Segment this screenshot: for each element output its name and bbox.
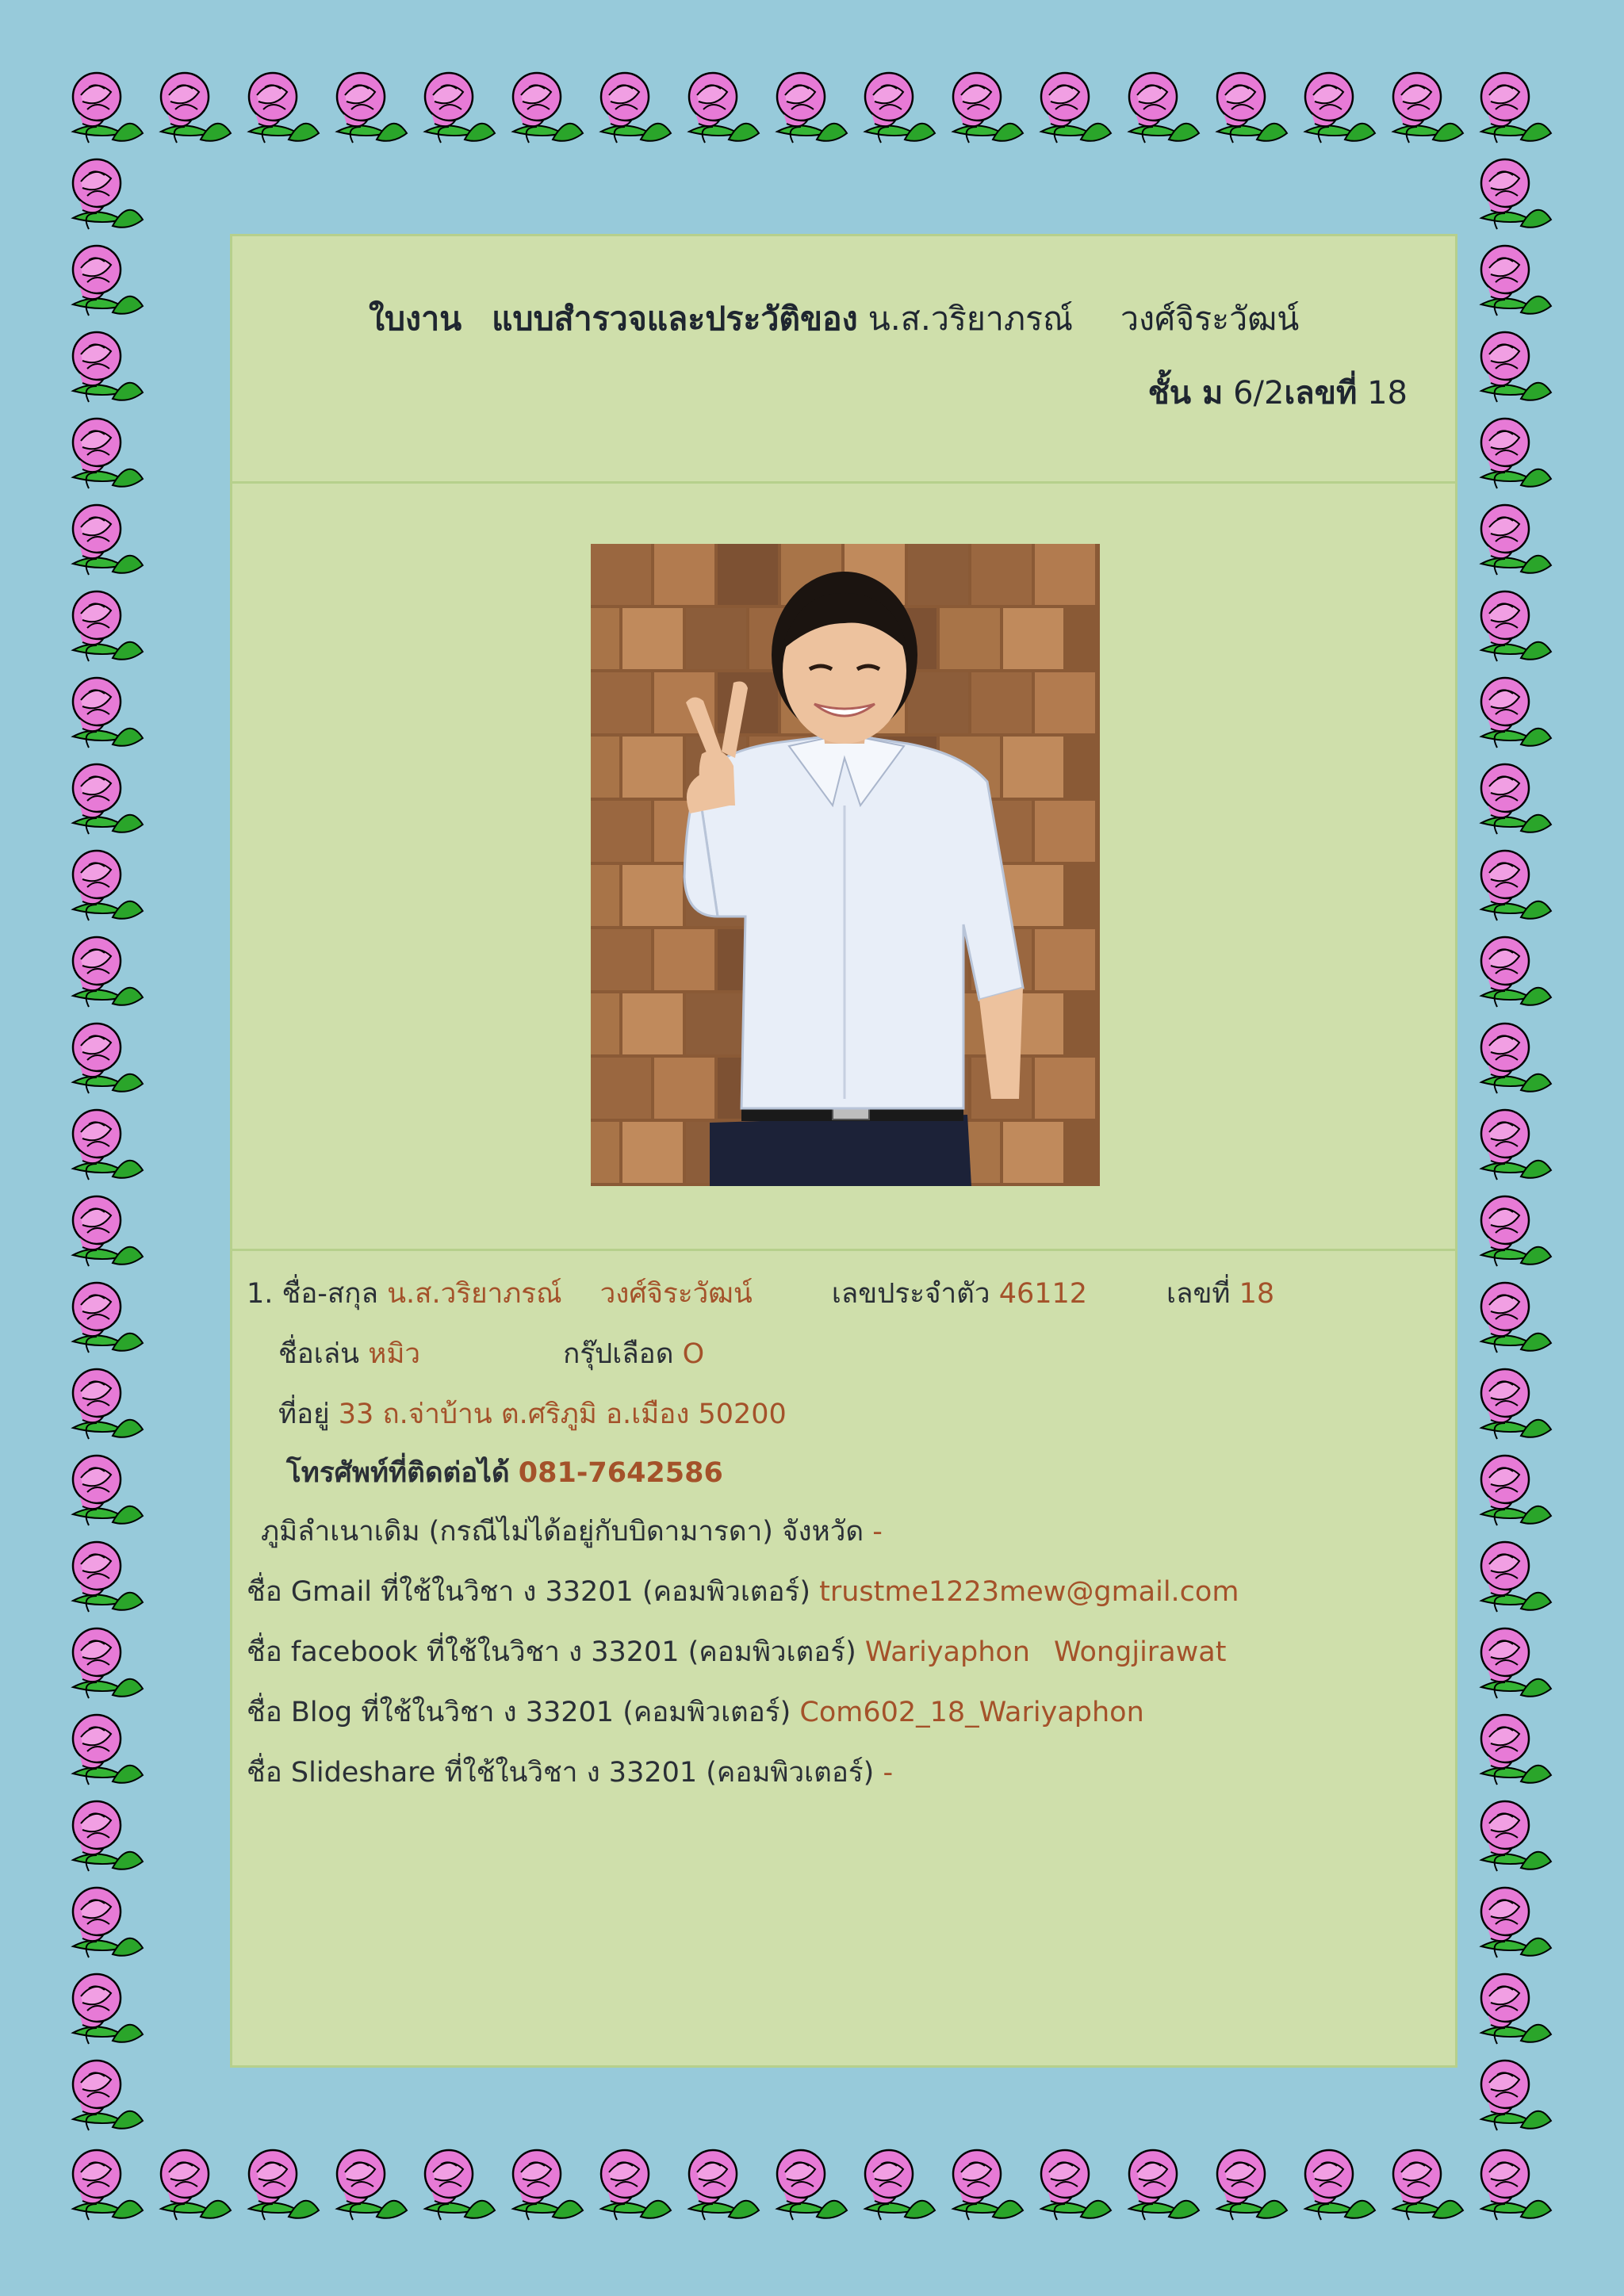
rose-icon [1393,2150,1463,2220]
rose-icon [1481,851,1551,920]
rose-icon [689,73,759,143]
info-line-facebook [247,1630,1226,1674]
rose-icon [73,678,143,748]
rose-icon [689,2150,759,2220]
rose-icon [1481,2061,1551,2130]
address-subdistrict: ต.ศริภูมิ [500,1399,597,1430]
rose-icon [777,2150,847,2220]
gmail-label: ชื่อ Gmail ที่ใช้ในวิชา ง 33201 (คอมพิวเตอร์) [247,1576,810,1608]
rose-icon [73,764,143,834]
number-label: เลขที่ [1166,1278,1231,1310]
title-survey: แบบสำรวจและประวัติของ [492,300,858,338]
rose-icon [1481,159,1551,229]
title-surname: วงศ์จิระวัฒน์ [1120,300,1300,338]
rose-icon [73,73,143,143]
rose-icon [1481,591,1551,661]
rose-icon [425,2150,495,2220]
rose-icon [1481,1542,1551,1612]
rose-icon [73,1715,143,1785]
student-id-value: 46112 [998,1278,1088,1310]
rose-icon [1041,73,1111,143]
rose-icon [1129,73,1199,143]
rose-icon [601,73,671,143]
info-line-phone [286,1451,723,1494]
rose-icon [73,2150,143,2220]
info-line-slideshare [247,1751,893,1794]
rose-icon [777,73,847,143]
rose-icon [249,73,319,143]
rose-icon [1481,419,1551,488]
rose-icon [73,591,143,661]
rose-icon [1217,2150,1287,2220]
rose-icon [1481,2150,1551,2220]
blood-group-label: กรุ๊ปเลือด [563,1338,674,1370]
rose-icon [1481,1196,1551,1266]
hometown-label: ภูมิลำเนาเดิม (กรณีไม่ได้อยู่กับบิดามารดา) จังหวัด [261,1516,864,1548]
number-label: เลขที่ [1284,375,1358,411]
rose-icon [73,332,143,402]
rose-icon [1041,2150,1111,2220]
rose-icon [73,1196,143,1266]
header-section [232,236,1455,484]
rose-icon [73,419,143,488]
info-line-gmail [247,1570,1239,1613]
address-label: ที่อยู่ [278,1399,330,1430]
rose-icon [1305,73,1375,143]
rose-icon [73,1801,143,1871]
rose-icon [73,2061,143,2130]
rose-icon [1481,1110,1551,1180]
rose-icon [73,1283,143,1353]
rose-icon [425,73,495,143]
title-worksheet: ใบงาน [369,300,462,338]
rose-icon [73,505,143,575]
phone-label: โทรศัพท์ที่ติดต่อได้ [286,1457,510,1489]
number-value: 18 [1239,1278,1275,1310]
rose-icon [1129,2150,1199,2220]
info-line-nickname [278,1332,704,1376]
rose-icon [1481,73,1551,143]
rose-icon [1481,505,1551,575]
hometown-value: - [872,1516,883,1548]
blood-group-value: O [682,1338,705,1370]
rose-icon [1481,1283,1551,1353]
nickname-label: ชื่อเล่น [278,1338,360,1370]
name-value: น.ส.วริยาภรณ์ [387,1278,562,1310]
address-house-no: 33 [338,1399,374,1430]
rose-icon [1481,1628,1551,1698]
rose-icon [601,2150,671,2220]
rose-icon [1481,937,1551,1007]
nickname-value: หมิว [368,1338,421,1370]
rose-icon [1217,73,1287,143]
rose-icon [73,851,143,920]
surname-value: วงศ์จิระวัฒน์ [599,1278,753,1310]
facebook-last-name: Wongjirawat [1053,1636,1227,1668]
facebook-label: ชื่อ facebook ที่ใช้ในวิชา ง 33201 (คอมพิวเตอร์) [247,1636,856,1668]
rose-icon [865,2150,935,2220]
rose-icon [1481,1369,1551,1439]
rose-icon [1481,1456,1551,1525]
rose-icon [73,1542,143,1612]
rose-icon [1481,1888,1551,1957]
rose-icon [73,246,143,316]
rose-icon [513,2150,583,2220]
class-line [1148,367,1408,418]
rose-icon [73,1456,143,1525]
rose-icon [337,73,407,143]
rose-icon [1481,678,1551,748]
photo-section [232,484,1455,1251]
number-value: 18 [1367,375,1408,411]
rose-icon [73,159,143,229]
rose-icon [1481,1024,1551,1093]
title-name: น.ส.วริยาภรณ์ [868,300,1074,338]
rose-icon [865,73,935,143]
rose-icon [73,1888,143,1957]
rose-icon [249,2150,319,2220]
class-value: 6/2 [1233,375,1285,411]
address-postcode: 50200 [698,1399,787,1430]
blog-label: ชื่อ Blog ที่ใช้ในวิชา ง 33201 (คอมพิวเตอร์) [247,1697,791,1728]
rose-icon [513,73,583,143]
rose-icon [161,73,231,143]
class-label: ชั้น ม [1147,375,1224,411]
rose-icon [73,1110,143,1180]
rose-icon [1393,73,1463,143]
address-road: ถ.จ่าบ้าน [382,1399,492,1430]
rose-icon [1305,2150,1375,2220]
name-prefix: 1. ชื่อ-สกุล [247,1278,378,1310]
blog-value: Com602_18_Wariyaphon [799,1697,1144,1728]
rose-icon [1481,246,1551,316]
rose-icon [953,2150,1023,2220]
rose-icon [73,1024,143,1093]
phone-value: 081-7642586 [518,1457,723,1489]
rose-icon [337,2150,407,2220]
student-photo [591,544,1100,1186]
rose-icon [1481,332,1551,402]
info-line-name [247,1272,1274,1315]
gmail-value: trustme1223mew@gmail.com [819,1576,1239,1608]
rose-icon [1481,1801,1551,1871]
student-id-label: เลขประจำตัว [831,1278,990,1310]
rose-icon [161,2150,231,2220]
rose-icon [1481,1715,1551,1785]
info-line-hometown [261,1510,883,1553]
rose-icon [1481,1974,1551,2044]
facebook-first-name: Wariyaphon [864,1636,1030,1668]
rose-icon [73,1628,143,1698]
rose-icon [1481,764,1551,834]
info-line-blog [247,1690,1144,1734]
page-title [369,293,1299,345]
slideshare-value: - [883,1757,894,1789]
rose-icon [73,937,143,1007]
info-line-address [278,1392,787,1436]
rose-icon [73,1369,143,1439]
slideshare-label: ชื่อ Slideshare ที่ใช้ในวิชา ง 33201 (คอมพิวเตอร์) [247,1757,875,1789]
rose-icon [73,1974,143,2044]
rose-icon [953,73,1023,143]
address-district: อ.เมือง [606,1399,690,1430]
worksheet-sheet [230,234,1457,2068]
